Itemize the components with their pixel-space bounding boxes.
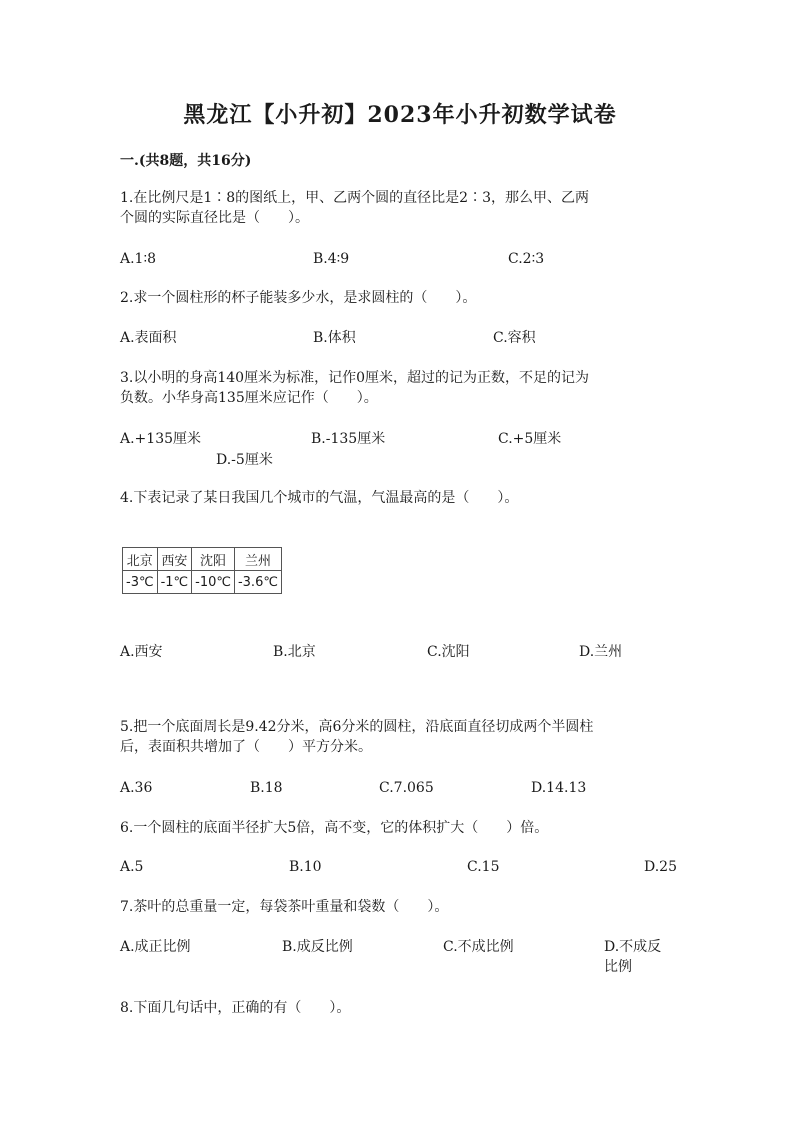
- table-cell-temp: -1℃: [157, 571, 192, 594]
- table-cell-temp: -3.6℃: [234, 571, 281, 594]
- question-4-option-b: B.北京: [273, 644, 316, 660]
- question-2-option-a: A.表面积: [120, 330, 177, 346]
- question-5-option-b: B.18: [250, 780, 283, 796]
- question-6: [120, 818, 680, 838]
- question-4-option-a: A.西安: [120, 644, 163, 660]
- question-2-option-b: B.体积: [313, 330, 356, 346]
- question-7-option-b: B.成反比例: [282, 939, 353, 955]
- question-6-option-a: A.5: [120, 859, 144, 875]
- question-7-option-a: A.成正比例: [120, 939, 191, 955]
- question-1-option-a: A.1∶8: [120, 251, 157, 267]
- question-6-line-1: 6.一个圆柱的底面半径扩大5倍，高不变，它的体积扩大（ ）倍。: [120, 820, 549, 836]
- question-7: [120, 897, 680, 917]
- question-5-line-1: 5.把一个底面周长是9.42分米，高6分米的圆柱，沿底面直径切成两个半圆柱: [120, 719, 594, 735]
- question-4-option-c: C.沈阳: [427, 644, 470, 660]
- question-3: [120, 368, 680, 408]
- question-3-option-c: C.+5厘米: [498, 431, 562, 447]
- page-title: 黑龙江【小升初】2023年小升初数学试卷: [183, 102, 617, 128]
- table-cell-city: 兰州: [234, 548, 281, 571]
- question-7-option-c: C.不成比例: [443, 939, 514, 955]
- question-2: [120, 288, 680, 308]
- question-1-option-b: B.4∶9: [313, 251, 350, 267]
- question-1: [120, 188, 680, 228]
- question-3-option-b: B.-135厘米: [311, 431, 386, 447]
- question-2-line-1: 2.求一个圆柱形的杯子能装多少水，是求圆柱的（ ）。: [120, 290, 477, 306]
- question-7-option-d: D.不成反比例: [604, 939, 662, 975]
- question-1-line-1: 1.在比例尺是1∶8的图纸上，甲、乙两个圆的直径比是2∶3，那么甲、乙两: [120, 190, 589, 206]
- table-cell-temp: -10℃: [192, 571, 235, 594]
- question-3-option-d: D.-5厘米: [216, 452, 273, 468]
- question-5-line-2: 后，表面积共增加了（ ）平方分米。: [120, 739, 372, 755]
- question-8-line-1: 8.下面几句话中，正确的有（ ）。: [120, 1000, 351, 1016]
- question-5-option-a: A.36: [120, 780, 153, 796]
- table-row-temps: [123, 571, 282, 594]
- question-2-option-c: C.容积: [493, 330, 536, 346]
- question-8: [120, 998, 680, 1018]
- temperature-table: [122, 547, 282, 594]
- table-cell-city: 北京: [123, 548, 158, 571]
- question-4: [120, 488, 680, 508]
- question-3-line-1: 3.以小明的身高140厘米为标准，记作0厘米，超过的记为正数，不足的记为: [120, 370, 589, 386]
- question-5-option-d: D.14.13: [531, 780, 587, 796]
- question-7-line-1: 7.茶叶的总重量一定，每袋茶叶重量和袋数（ ）。: [120, 899, 449, 915]
- question-4-line-1: 4.下表记录了某日我国几个城市的气温，气温最高的是（ ）。: [120, 490, 519, 506]
- question-6-option-b: B.10: [289, 859, 322, 875]
- question-1-line-2: 个圆的实际直径比是（ ）。: [120, 210, 309, 226]
- section-heading: 一.(共8题，共16分): [120, 153, 252, 169]
- question-3-option-a: A.+135厘米: [120, 431, 202, 447]
- table-cell-temp: -3℃: [123, 571, 158, 594]
- question-1-option-c: C.2∶3: [508, 251, 545, 267]
- question-3-line-2: 负数。小华身高135厘米应记作（ ）。: [120, 390, 378, 406]
- table-row-cities: [123, 548, 282, 571]
- question-4-option-d: D.兰州: [579, 644, 623, 660]
- question-5: [120, 717, 680, 757]
- question-6-option-c: C.15: [467, 859, 500, 875]
- question-5-option-c: C.7.065: [379, 780, 434, 796]
- question-6-option-d: D.25: [644, 859, 677, 875]
- table-cell-city: 沈阳: [192, 548, 235, 571]
- table-cell-city: 西安: [157, 548, 192, 571]
